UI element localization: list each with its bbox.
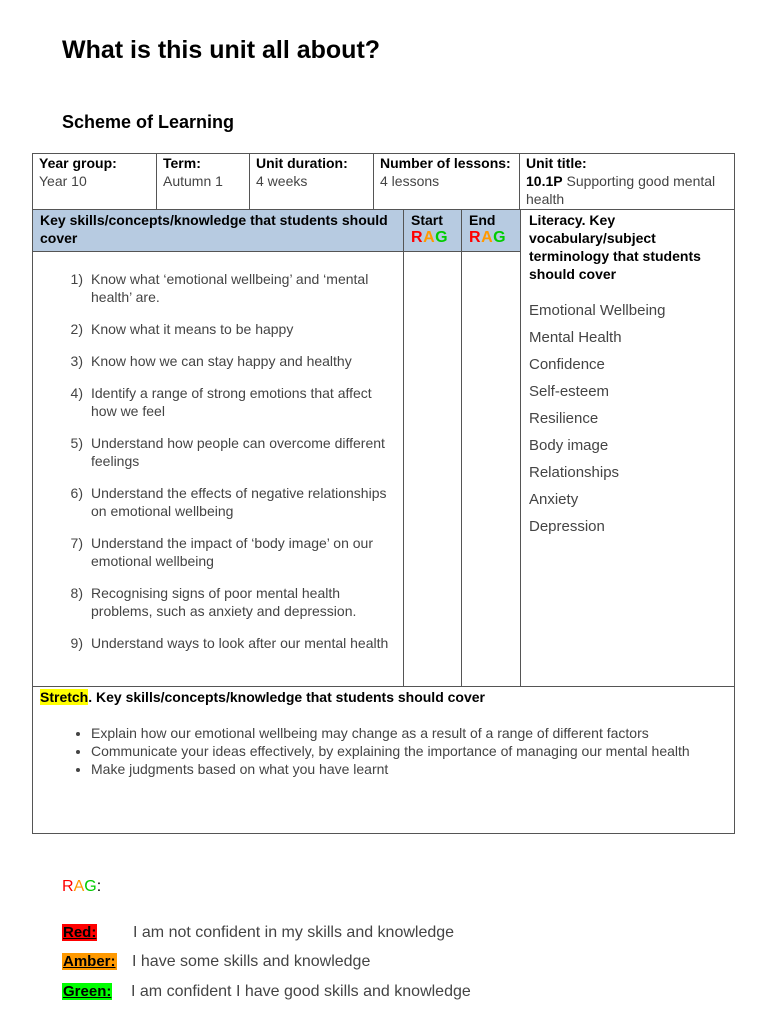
skill-item (33, 270, 403, 306)
skill-text: Know what it means to be happy (91, 321, 294, 337)
unit-duration-cell (250, 154, 374, 209)
skills-heading: Key skills/concepts/knowledge that students should cover (33, 210, 403, 252)
skill-number: 9) (70, 635, 83, 651)
legend-description: I am confident I have good skills and knowledge (131, 983, 471, 1000)
legend-row (62, 983, 471, 1001)
skill-item (33, 584, 403, 620)
skill-number: 3) (70, 353, 83, 369)
year-group-label: Year group: (39, 155, 117, 171)
legend-row (62, 924, 455, 942)
skill-text: Understand ways to look after our mental health (91, 635, 389, 651)
stretch-heading-text: . Key skills/concepts/knowledge that students should cover (88, 689, 485, 705)
literacy-column (521, 210, 734, 686)
vocabulary-item: Depression (529, 518, 605, 535)
skill-text: Identify a range of strong emotions that affect how we feel (91, 385, 372, 419)
legend-description: I am not confident in my skills and knowledge (133, 924, 455, 941)
skill-text: Know how we can stay happy and healthy (91, 353, 352, 369)
skill-text: Understand the impact of ‘body image’ on our emotional wellbeing (91, 535, 373, 569)
unit-title-value: Supporting good mental health (526, 173, 716, 207)
unit-duration-label: Unit duration: (256, 155, 348, 171)
skill-text: Know what ‘emotional wellbeing’ and ‘mental health’ are. (91, 271, 369, 305)
stretch-item: • Explain how our emotional wellbeing may change as a result of a range of different factors (91, 724, 727, 742)
vocabulary-item: Emotional Wellbeing (529, 302, 666, 319)
start-rag-word: RAG (411, 229, 449, 246)
vocabulary-item: Mental Health (529, 329, 622, 346)
skill-number: 1) (70, 271, 83, 287)
page-title: What is this unit all about? (62, 36, 381, 64)
end-rag-column (462, 210, 521, 686)
skill-item (33, 320, 403, 338)
stretch-section (33, 687, 734, 833)
vocabulary-item: Self-esteem (529, 383, 610, 400)
literacy-heading: Literacy. Key vocabulary/subject terminology that students should cover (529, 212, 701, 282)
lessons-cell (374, 154, 520, 209)
vocabulary-item: Body image (529, 437, 609, 454)
term-cell (157, 154, 250, 209)
legend-description: I have some skills and knowledge (132, 953, 371, 970)
skill-text: Understand the effects of negative relationships on emotional wellbeing (91, 485, 387, 519)
skill-number: 6) (70, 485, 83, 501)
skill-text: Understand how people can overcome different feelings (91, 435, 385, 469)
end-label: End (469, 212, 496, 228)
start-rag-heading (404, 210, 461, 252)
year-group-value: Year 10 (39, 173, 87, 189)
skill-item (33, 484, 403, 520)
skill-item (33, 384, 403, 420)
lessons-value: 4 lessons (380, 173, 440, 189)
section-subtitle: Scheme of Learning (62, 112, 235, 132)
stretch-item: • Make judgments based on what you have learnt (91, 760, 727, 778)
term-value: Autumn 1 (163, 173, 223, 189)
lessons-label: Number of lessons: (380, 155, 511, 171)
legend-label: Red: (63, 924, 97, 941)
vocabulary-item: Resilience (529, 410, 599, 427)
legend-label: Amber: (63, 953, 116, 970)
skill-number: 4) (70, 385, 83, 401)
vocabulary-list (529, 302, 726, 536)
skill-item (33, 434, 403, 470)
skill-number: 2) (70, 321, 83, 337)
skill-number: 5) (70, 435, 83, 451)
skill-item (33, 534, 403, 570)
skills-list (33, 252, 403, 652)
unit-duration-value: 4 weeks (256, 173, 308, 189)
unit-code: 10.1P (526, 173, 563, 189)
unit-title-cell (520, 154, 734, 209)
skill-number: 7) (70, 535, 83, 551)
end-rag-word: RAG (469, 229, 507, 246)
vocabulary-item: Anxiety (529, 491, 579, 508)
unit-title-label: Unit title: (526, 155, 587, 171)
scheme-of-learning-table (32, 153, 735, 834)
legend-row (62, 953, 371, 971)
skill-text: Recognising signs of poor mental health problems, such as anxiety and depression. (91, 585, 357, 619)
skill-item (33, 352, 403, 370)
stretch-highlight: Stretch (40, 689, 89, 705)
end-rag-heading (462, 210, 520, 252)
vocabulary-item: Relationships (529, 464, 620, 481)
skill-number: 8) (70, 585, 83, 601)
skill-item (33, 634, 403, 652)
header-row (33, 154, 734, 210)
skills-column (33, 210, 404, 686)
legend-label: Green: (63, 983, 112, 1000)
stretch-heading (40, 688, 727, 706)
rag-legend-title: RAG: (62, 878, 102, 895)
term-label: Term: (163, 155, 201, 171)
stretch-item: • Communicate your ideas effectively, by explaining the importance of managing our mental health (91, 742, 727, 760)
year-group-cell (33, 154, 157, 209)
start-label: Start (411, 212, 443, 228)
start-rag-column (404, 210, 462, 686)
vocabulary-item: Confidence (529, 356, 605, 373)
main-row (33, 210, 734, 687)
stretch-list (40, 724, 727, 778)
